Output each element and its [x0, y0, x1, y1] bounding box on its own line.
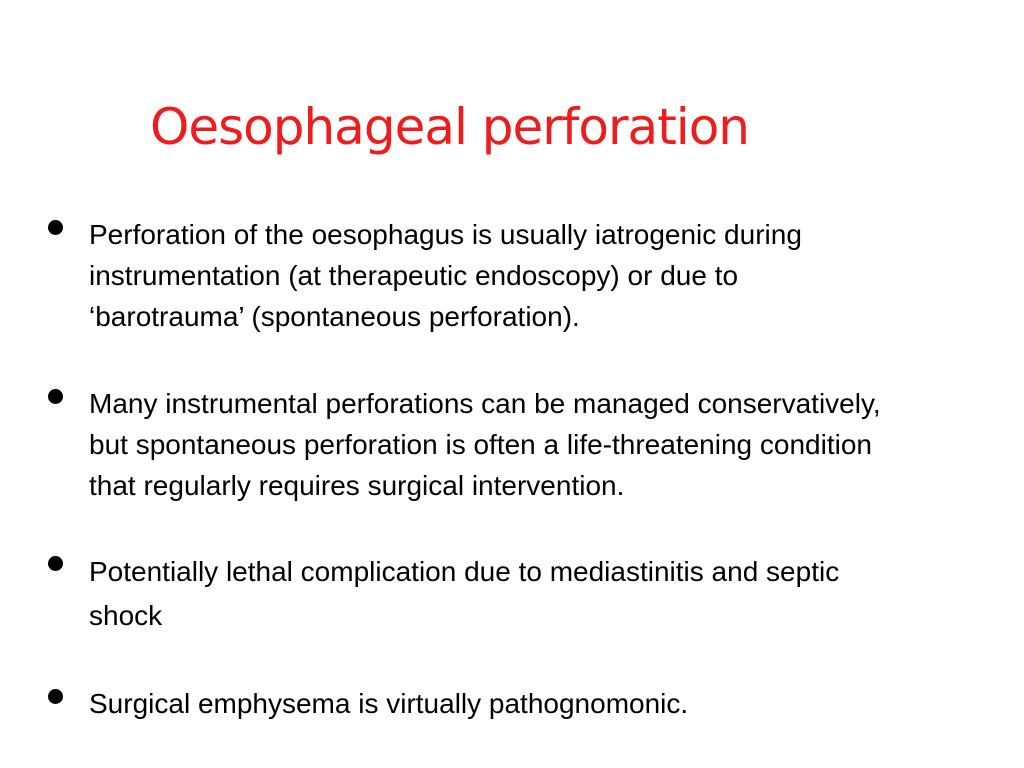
bullet-text: Potentially lethal complication due to mediastinitis and septic shock: [89, 556, 840, 631]
slide-title: Oesophageal perforation: [150, 98, 749, 156]
bullet-text: Perforation of the oesophagus is usually iatrogenic during instrumentation (at therapeutic endoscopy) or due to ‘barotrauma’ (spontaneous perforation).: [89, 219, 802, 332]
bullet-dot-icon: [48, 220, 63, 235]
bullet-dot-icon: [48, 556, 63, 571]
bullet-dot-icon: [48, 389, 63, 404]
bullet-text: Many instrumental perforations can be managed conservatively, but spontaneous perforation is often a life-threatening condition that regularly requires surgical intervention.: [89, 388, 881, 501]
bullet-dot-icon: [48, 689, 63, 704]
bullet-text: Surgical emphysema is virtually pathognomonic.: [89, 688, 689, 719]
